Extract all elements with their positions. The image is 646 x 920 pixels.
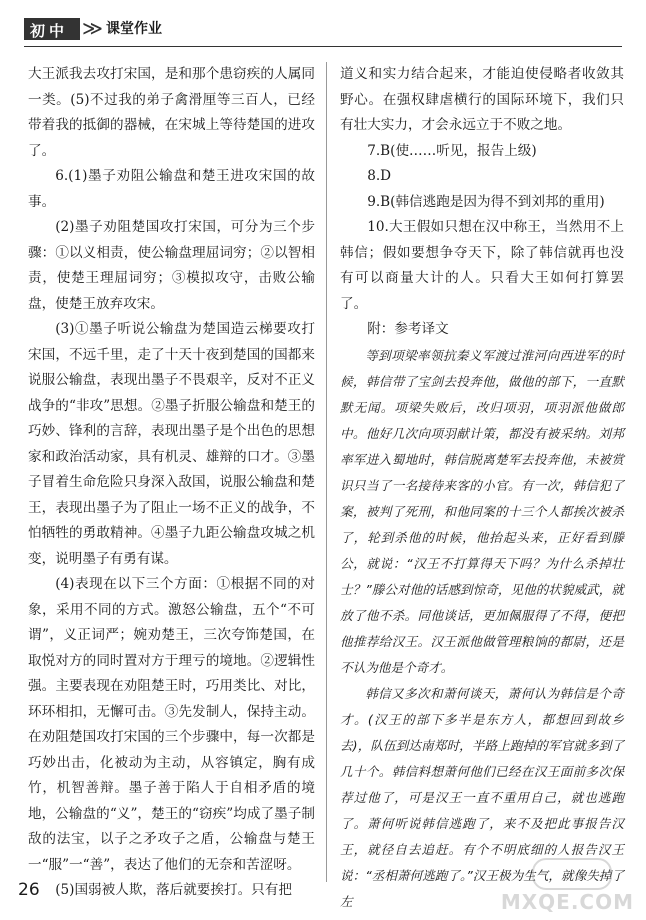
watermark-text: MXQE.COM xyxy=(500,890,634,914)
answer-paragraph: 道义和实力结合起来，才能迫使侵略者收敛其野心。在强权肆虐横行的国际环境下，我们只有壮大实力，才会永远立于不败之地。 xyxy=(340,66,624,133)
column-divider xyxy=(326,62,327,882)
answer-paragraph: 10.大王假如只想在汉中称王，当然用不上韩信；假如要想争夺天下，除了韩信就再也没有可以商量大计的人。只看大王如何打算罢了。 xyxy=(340,219,624,312)
answer-paragraph: 9.B(韩信逃跑是因为得不到刘邦的重用) xyxy=(367,193,605,210)
answer-paragraph: 6.(1)墨子劝阻公输盘和楚王进攻宋国的故事。 xyxy=(28,168,315,210)
left-column xyxy=(28,62,315,904)
answer-paragraph: (5)国弱被人欺，落后就要挨打。只有把 xyxy=(55,882,292,898)
grade-badge xyxy=(24,18,80,40)
right-column xyxy=(340,62,624,915)
header-rule xyxy=(24,46,622,47)
answer-paragraph: 8.D xyxy=(367,168,392,184)
answer-paragraph: 7.B(使……听见，报告上级) xyxy=(367,142,537,159)
watermark-shape xyxy=(532,858,612,890)
answer-paragraph: (3)①墨子听说公输盘为楚国造云梯要攻打宋国，不远千里，走了十天十夜到楚国的国都来说服公输盘，表现出墨子不畏艰辛，反对不正义战争的“非攻”思想。②墨子折服公输盘和楚王的巧妙、锋利的言辞，表现出墨子是个出色的思想家和政治活动家，具有机灵、雄辩的口才。③墨子冒着生命危险只身深入敌国，说服公输盘和楚王，表现出墨子为了阻止一场不正义的战争，不怕牺牲的勇敢精神。④墨子九距公输盘攻城之机变，说明墨子有勇有谋。 xyxy=(28,321,315,567)
page-header xyxy=(24,16,624,44)
answer-paragraph: 大王派我去攻打宋国，是和那个患窃疾的人属同一类。(5)不过我的弟子禽滑厘等三百人，已经带着我的抵御的器械，在宋城上等待楚国的进攻了。 xyxy=(28,66,315,159)
translation-paragraph: 韩信又多次和萧何谈天，萧何认为韩信是个奇才。(汉王的部下多半是东方人，都想回到故乡去)，队伍到达南郑时，半路上跑掉的军官就多到了几十个。韩信料想萧何他们已经在汉王面前多次保荐过他了，可是汉王一直不重用自己，就也逃跑了。萧何听说韩信逃跑了，来不及把此事报告汉王，就径自去追赶。有个不明底细的人报告汉王说：“丞相萧何逃跑了。”汉王极为生气，就像失掉了左 xyxy=(340,685,624,909)
chevron-right-icon: ≫ xyxy=(82,16,103,40)
answer-paragraph: (2)墨子劝阻楚国攻打宋国，可分为三个步骤：①以义相责，使公输盘理屈词穷；②以智相责，使楚王理屈词穷；③模拟攻守，击败公输盘，使楚王放弃攻宋。 xyxy=(28,219,315,312)
grade-label: 初中 xyxy=(30,22,69,40)
appendix-heading: 附：参考译文 xyxy=(367,321,449,337)
answer-paragraph: (4)表现在以下三个方面：①根据不同的对象，采用不同的方式。激怒公输盘，五个“不可谓”，义正词严；婉劝楚王，三次夸饰楚国，在取悦对方的同时置对方于理亏的境地。②逻辑性强。主要表现在劝阻楚王时，巧用类比、对比，环环相扣，无懈可击。③先发制人，保持主动。在劝阻楚国攻打宋国的三个步骤中，每一次都是巧妙出击，化被动为主动，从容镇定，胸有成竹，机智善辩。墨子善于陷人于自相矛盾的境地，公输盘的“义”，楚王的“窃疾”均成了墨子制敌的法宝，以子之矛攻子之盾，公输盘与楚王一“服”一“善”，表达了他们的无奈和苦涩呀。 xyxy=(28,576,315,873)
translation-paragraph: 等到项梁率领抗秦义军渡过淮河向西进军的时候，韩信带了宝剑去投奔他，做他的部下，一直默默无闻。项梁失败后，改归项羽，项羽派他做郎中。他好几次向项羽献计策，都没有被采纳。刘邦率军进入蜀地时，韩信脱离楚军去投奔他，未被赏识只当了一名接待来客的小官。有一次，韩信犯了案，被判了死刑，和他同案的十三个人都挨次被杀了，轮到杀他的时候，他抬起头来，正好看到滕公，就说：“汉王不打算得天下吗？为什么杀掉壮士？”滕公对他的话感到惊奇，见他的状貌威武，就放了他不杀。同他谈话，更加佩服得了不得，便把他推荐给汉王。汉王派他做管理粮饷的都尉，还是不认为他是个奇才。 xyxy=(340,347,624,675)
reference-translation xyxy=(340,343,624,915)
watermark-logo xyxy=(500,862,634,914)
header-title: 课堂作业 xyxy=(106,21,162,37)
page-number: 26 xyxy=(18,880,40,900)
